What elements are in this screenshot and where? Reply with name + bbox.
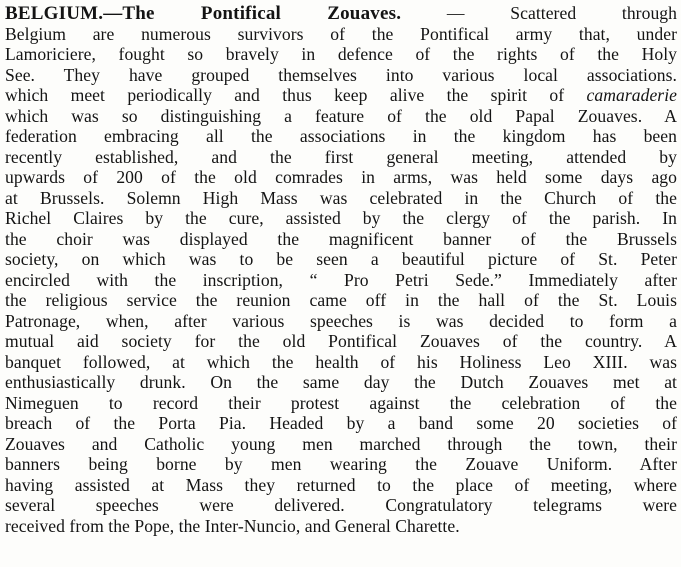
article-line-20: Nimeguen to record their protest against the celebration of the xyxy=(5,392,677,413)
article-line-18: banquet followed, at which the health of his Holiness Leo XIII. was xyxy=(5,351,677,372)
article-lead-text: — Scattered through xyxy=(401,3,677,23)
article-line-1 xyxy=(5,3,677,24)
article-line-5 xyxy=(5,85,677,106)
article-line-17: mutual aid society for the old Pontifical Zouaves of the country. A xyxy=(5,331,677,351)
article-line-2: Belgium are numerous survivors of the Pontifical army that, under xyxy=(5,23,677,44)
article-line-9: upwards of 200 of the old comrades in arms, was held some days ago xyxy=(5,167,677,187)
article-line-4: See. They have grouped themselves into various local associations. xyxy=(5,64,677,85)
article-headline: BELGIUM.—The Pontifical Zouaves. xyxy=(5,3,402,24)
italic-word-camaraderie: camaraderie xyxy=(586,85,677,105)
article-line-25: several speeches were delivered. Congratulatory telegrams were xyxy=(5,495,677,515)
article-line-12: the choir was displayed the magnificent banner of the Brussels xyxy=(5,228,677,249)
article-line-14: encircled with the inscription, “ Pro Petri Sede.” Immediately after xyxy=(5,269,677,290)
article-line-10: at Brussels. Solemn High Mass was celebrated in the Church of the xyxy=(5,187,677,208)
article-line-13: society, on which was to be seen a beautiful picture of St. Peter xyxy=(5,249,677,269)
article-line-24: having assisted at Mass they returned to the place of meeting, where xyxy=(5,474,677,495)
article-line-6: which was so distinguishing a feature of the old Papal Zouaves. A xyxy=(5,105,677,126)
article-line-7: federation embracing all the associations in the kingdom has been xyxy=(5,126,677,146)
article-line-23: banners being borne by men wearing the Zouave Uniform. After xyxy=(5,454,677,474)
article-line-19: enthusiastically drunk. On the same day the Dutch Zouaves met at xyxy=(5,372,677,392)
article-line-11: Richel Claires by the cure, assisted by the clergy of the parish. In xyxy=(5,208,677,228)
article-line-3: Lamoriciere, fought so bravely in defence of the rights of the Holy xyxy=(5,44,677,64)
article-line-26: received from the Pope, the Inter-Nuncio, and General Charette. xyxy=(5,515,460,536)
article-line-22: Zouaves and Catholic young men marched through the town, their xyxy=(5,433,677,454)
article-line-5-text: which meet periodically and thus keep alive the spirit of xyxy=(5,85,587,105)
article-line-15: the religious service the reunion came off in the hall of the St. Louis xyxy=(5,290,677,310)
article-line-8: recently established, and the first general meeting, attended by xyxy=(5,146,677,167)
article-line-16: Patronage, when, after various speeches is was decided to form a xyxy=(5,310,677,331)
article-line-21: breach of the Porta Pia. Headed by a band some 20 societies of xyxy=(5,413,677,433)
